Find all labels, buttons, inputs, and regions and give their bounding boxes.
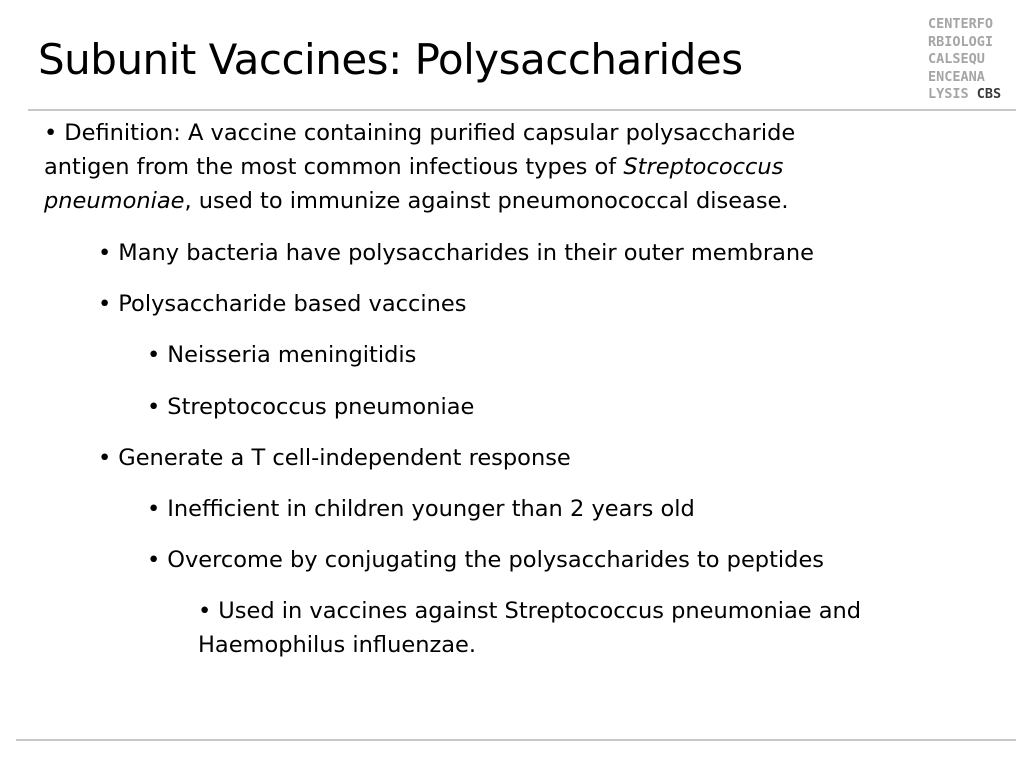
bullet-marker: • xyxy=(147,342,161,368)
cbs-logo xyxy=(928,16,1018,104)
list-item-text: Overcome by conjugating the polysaccharides to peptides xyxy=(167,547,825,573)
bullet-marker: • xyxy=(98,291,112,317)
list-item-text: Polysaccharide based vaccines xyxy=(118,291,467,317)
title-divider xyxy=(28,109,1016,111)
definition-bullet xyxy=(44,116,944,218)
list-item-text: Many bacteria have polysaccharides in their outer membrane xyxy=(118,240,814,266)
bullet-marker: • xyxy=(198,598,212,624)
list-item xyxy=(98,441,571,475)
definition-text-3: , used to immunize against pneumonococcal disease. xyxy=(184,188,789,214)
definition-text-2: antigen from the most common infectious types of xyxy=(44,154,624,180)
logo-row-1: CENTERFO xyxy=(928,16,994,32)
definition-line-1 xyxy=(44,116,944,150)
list-item-continuation: Haemophilus influenzae. xyxy=(198,632,477,658)
slide-title: Subunit Vaccines: Polysaccharides xyxy=(38,35,743,84)
definition-text-1: Definition: A vaccine containing purified capsular polysaccharide xyxy=(64,120,796,146)
definition-line-3 xyxy=(44,184,944,218)
definition-species-genus: Streptococcus xyxy=(623,154,784,180)
definition-line-2 xyxy=(44,150,944,184)
list-item xyxy=(147,492,695,526)
bullet-marker: • xyxy=(44,120,58,146)
list-item xyxy=(147,390,474,424)
logo-row-3: CALSEQU xyxy=(928,51,985,67)
bullet-marker: • xyxy=(98,240,112,266)
list-item xyxy=(147,543,824,577)
footer-divider xyxy=(16,739,1016,741)
list-item xyxy=(98,287,466,321)
definition-species-name: pneumoniae xyxy=(44,188,185,214)
list-item-text: Used in vaccines against Streptococcus pneumoniae and xyxy=(218,598,862,624)
logo-row-5 xyxy=(928,86,1018,104)
logo-row-4: ENCEANA xyxy=(928,68,985,85)
bullet-marker: • xyxy=(147,394,161,420)
logo-row-2: RBIOLOGI xyxy=(928,33,994,50)
bullet-marker: • xyxy=(147,496,161,522)
list-item xyxy=(147,338,416,372)
logo-brand: CBS xyxy=(976,86,1002,102)
list-item-text: Inefficient in children younger than 2 years old xyxy=(167,496,695,522)
bullet-marker: • xyxy=(98,445,112,471)
list-item xyxy=(198,594,861,628)
logo-row-5-text: LYSIS xyxy=(928,86,969,102)
list-item-text: Neisseria meningitidis xyxy=(167,342,417,368)
list-item-text: Streptococcus pneumoniae xyxy=(167,394,475,420)
list-item xyxy=(98,236,814,270)
list-item-text: Generate a T cell-independent response xyxy=(118,445,571,471)
bullet-marker: • xyxy=(147,547,161,573)
